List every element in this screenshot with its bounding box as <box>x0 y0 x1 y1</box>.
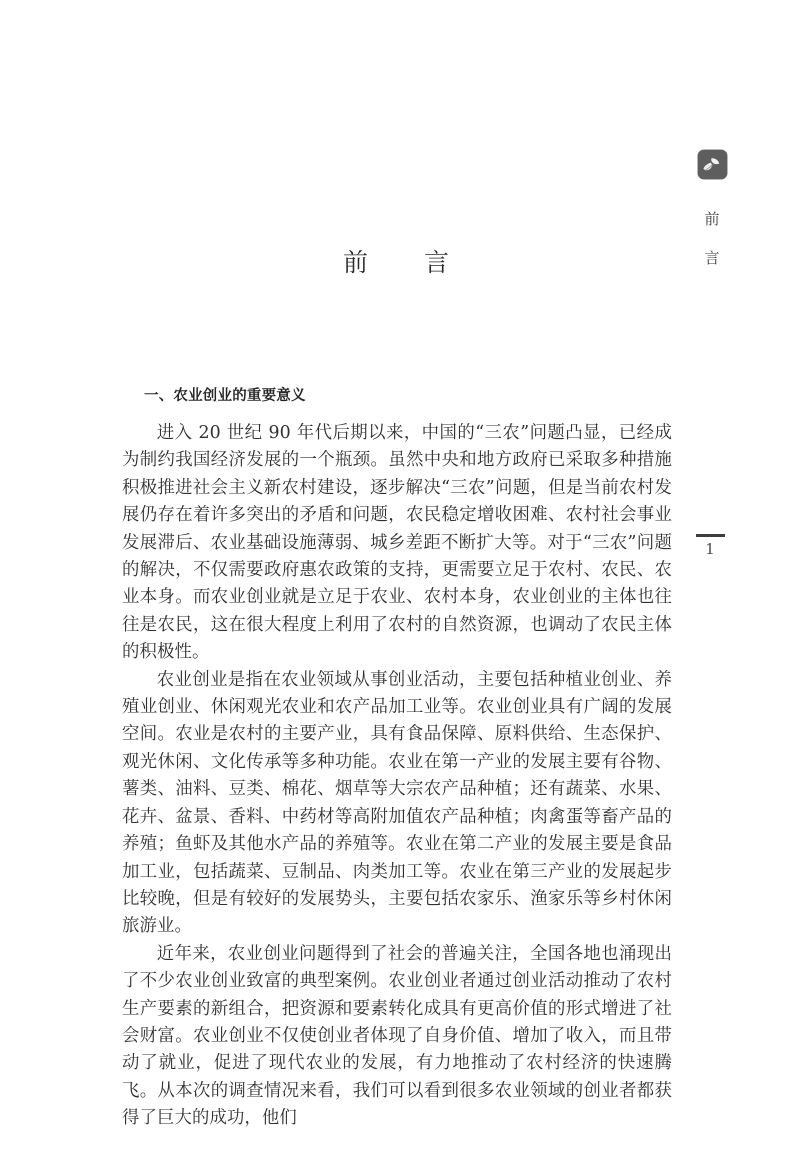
running-head-char-1: 前 <box>704 210 720 228</box>
text-column <box>122 0 672 1133</box>
leaf-icon <box>698 150 727 179</box>
folio-rule <box>696 534 725 537</box>
page-number: 1 <box>705 540 715 558</box>
paragraph: 农业创业是指在农业领域从事创业活动，主要包括种植业创业、养殖业创业、休闲观光农业和农产品加工业等。农业创业具有广阔的发展空间。农业是农村的主要产业，具有食品保障、原料供给、生态保护、观光休闲、文化传承等多种功能。农业在第一产业的发展主要有谷物、薯类、油料、豆类、棉花、烟草等大宗农产品种植；还有蔬菜、水果、花卉、盆景、香料、中药材等高附加值农产品种植；肉禽蛋等畜产品的养殖；鱼虾及其他水产品的养殖等。农业在第二产业的发展主要是食品加工业，包括蔬菜、豆制品、肉类加工等。农业在第三产业的发展起步比较晚，但是有较好的发展势头，主要包括农家乐、渔家乐等乡村休闲旅游业。 <box>122 669 672 937</box>
paragraph: 进入 20 世纪 90 年代后期以来，中国的“三农”问题凸显，已经成为制约我国经济发展的一个瓶颈。虽然中央和地方政府已采取多种措施积极推进社会主义新农村建设，逐步解决“三农”问题，但是当前农村发展仍存在着许多突出的矛盾和问题，农民稳定增收困难、农村社会事业发展滞后、农业基础设施薄弱、城乡差距不断扩大等。对于“三农”问题的解决，不仅需要政府惠农政策的支持，更需要立足于农村、农民、农业本身。而农业创业就是立足于农业、农村本身，农业创业的主体也往往是农民，这在很大程度上利用了农村的自然资源，也调动了农民主体的积极性。 <box>122 423 672 663</box>
page-title-char-1: 前 <box>343 248 371 277</box>
running-head-char-2: 言 <box>704 249 720 267</box>
folio <box>688 534 732 557</box>
running-head-label <box>704 200 719 278</box>
page-title <box>122 0 672 279</box>
section-heading: 一、农业创业的重要意义 <box>144 388 306 404</box>
running-head-marker <box>694 150 730 278</box>
page-title-char-2: 言 <box>423 248 451 277</box>
paragraph: 近年来，农业创业问题得到了社会的普遍关注，全国各地也涌现出了不少农业创业致富的典型案例。农业创业者通过创业活动推动了农村生产要素的新组合，把资源和要素转化成具有更高价值的形式增进了社会财富。农业创业不仅使创业者体现了自身价值、增加了收入，而且带动了就业，促进了现代农业的发展，有力地推动了农村经济的快速腾飞。从本次的调查情况来看，我们可以看到很多农业领域的创业者都获得了巨大的成功，他们 <box>122 943 672 1129</box>
body-text <box>122 405 672 1133</box>
